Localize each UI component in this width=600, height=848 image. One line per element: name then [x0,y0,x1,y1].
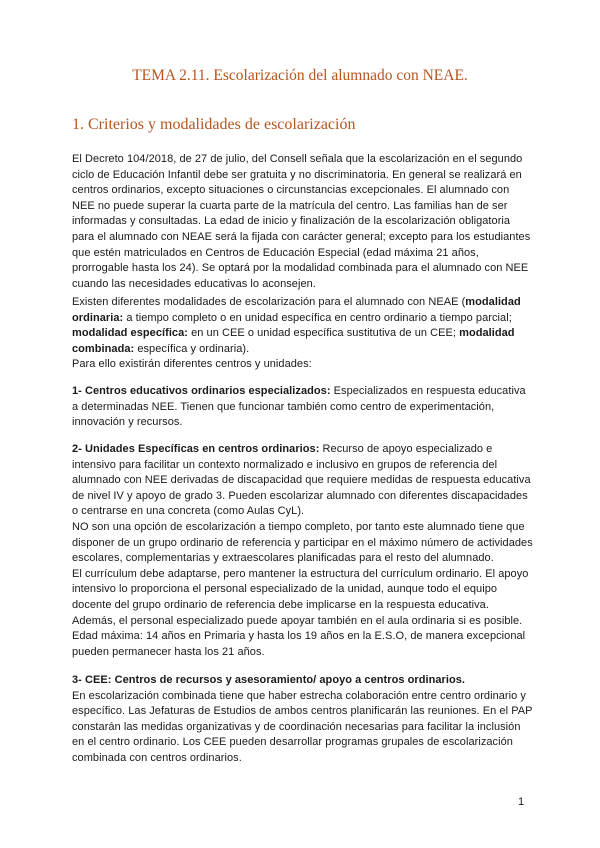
item-2-paragraph-3: El currículum debe adaptarse, pero mantener la estructura del currículum ordinario. El apoyo intensivo lo proporciona el personal especializado de la unidad, aunque todo el equipo docente del grupo ordinario de referencia debe implicarse en la respuesta educativa. Además, el personal especializado puede apoyar también en el aula ordinaria si es posible. Edad máxima: 14 años en Primaria y hasta los 19 años en la E.S.O, de manera excepcional pueden permanecer hasta los 21 años. [72,567,529,658]
modalidad-ordinaria-text: a tiempo completo o en unidad específica en centro ordinario a tiempo parcial; [123,311,512,324]
item-3-body: En escolarización combinada tiene que haber estrecha colaboración entre centro ordinario y específico. Las Jefaturas de Estudios de ambos centros planificarán las reuniones. En el PAP constarán las medidas organizativas y de coordinación necesarias para facilitar la inclusión en el centro ordinario. Los CEE pueden desarrollar programas grupales de escolarización combinada con centros ordinarios. [72,689,533,764]
item-2-label: 2- Unidades Específicas en centros ordinarios: [72,443,320,455]
item-centros-ordinarios [72,384,534,431]
section-heading: 1. Criterios y modalidades de escolarización [72,116,356,133]
item-3-label-text: 3- CEE: Centros de recursos y asesoramiento/ apoyo a centros ordinarios. [72,674,465,686]
paragraph-modalidades [72,295,534,373]
item-unidades-especificas [72,442,534,660]
item-1-body: Especializados en respuesta educativa a determinadas NEE. Tienen que funcionar también como centro de experimentación, innovación y recursos. [72,385,526,429]
modalidad-especifica-text: en un CEE o unidad específica sustitutiva de un CEE; [187,327,460,340]
item-2-paragraph-2: NO son una opción de escolarización a tiempo completo, por tanto este alumnado tiene que disponer de un grupo ordinario de referencia y participar en el máximo número de actividades escolares, complementarias y extraescolares planificadas para el resto del alumnado. [72,520,533,565]
modalidades-text [72,295,534,357]
item-1-text [72,384,534,431]
item-3-label [72,673,534,689]
paragraph-decreto-text: El Decreto 104/2018, de 27 de julio, del Consell señala que la escolarización en el segundo ciclo de Educación Infantil debe ser gratuita y no discriminatoria. En general se realizará en centros ordinarios, excepto situaciones o circunstancias excepcionales. El alumnado con NEE no puede superar la cuarta parte de la matrícula del centro. Las familias han de ser informadas y consultadas. La edad de inicio y finalización de la escolarización obligatoria para el alumnado con NEAE será la fijada con carácter general; excepto para los estudiantes que estén matriculados en Centros de Educación Especial (edad máxima 21 años, prorrogable hasta los 24). Se optará por la modalidad combinada para el alumnado con NEE cuando las necesidades educativas lo aconsejen. [72,153,531,290]
item-2-text [72,442,534,520]
paragraph-decreto [72,152,534,292]
modalidad-combinada-text: específica y ordinaria). [134,342,250,355]
document-title: TEMA 2.11. Escolarización del alumnado con NEAE. [132,67,468,84]
modalidad-especifica-label: modalidad específica: [72,327,188,340]
modalidades-intro: Existen diferentes modalidades de escolarización para el alumnado con NEAE ( [72,296,466,308]
modalidades-follow-up: Para ello existirán diferentes centros y unidades: [72,358,312,371]
modalidad-combinada-label: modalidad combinada: [72,327,515,355]
modalidad-ordinaria-label: modalidad ordinaria: [72,296,521,324]
item-cee [72,673,534,767]
page-number: 1 [518,796,525,808]
item-2-body: Recurso de apoyo especializado e intensivo para facilitar un contexto normalizado e inclusivo en grupos de referencia del alumnado con NEE derivadas de discapacidad que requiere medidas de respuesta educativa de nivel IV y apoyo de grado 3. Pueden escolarizar alumnado con diferentes discapacidades o centrarse en una concreta (como Aulas CyL). [72,443,531,518]
item-1-label: 1- Centros educativos ordinarios especializados: [72,385,331,397]
